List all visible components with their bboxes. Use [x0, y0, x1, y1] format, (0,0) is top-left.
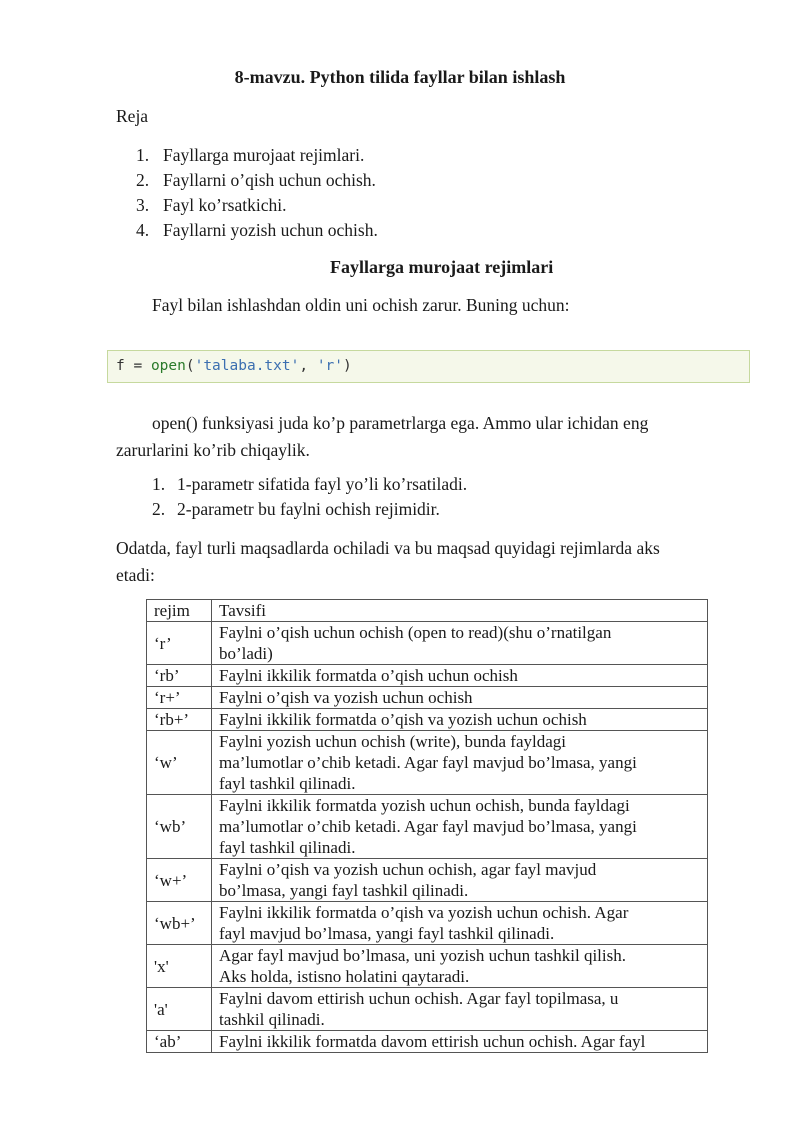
table-header-cell: rejim: [147, 600, 212, 622]
description-line: Faylni o’qish va yozish uchun ochish: [219, 688, 473, 707]
list-item: [152, 472, 467, 497]
mode-cell: 'a': [147, 988, 212, 1031]
code-operator: =: [124, 358, 151, 374]
modes-table: [146, 599, 708, 1053]
table-row: [147, 622, 708, 665]
description-line: Faylni ikkilik formatda o’qish va yozish uchun ochish: [219, 710, 587, 729]
description-line: tashkil qilinadi.: [219, 1010, 325, 1029]
description-line: Faylni o’qish uchun ochish (open to read)(shu o’rnatilgan: [219, 623, 612, 642]
mode-cell: ‘w+’: [147, 859, 212, 902]
paragraph-line: open() funksiyasi juda ko’p parametrlarga ega. Ammo ular ichidan eng: [152, 413, 649, 433]
parameter-list: [152, 472, 467, 522]
mode-cell: ‘rb’: [147, 665, 212, 687]
intro-paragraph: Fayl bilan ishlashdan oldin uni ochish zarur. Buning uchun:: [152, 295, 570, 315]
list-number: 1.: [136, 145, 150, 165]
list-number: 2.: [136, 170, 150, 190]
code-function: open: [150, 358, 186, 374]
table-row: [147, 1031, 708, 1053]
table-row: [147, 902, 708, 945]
description-cell: [212, 859, 708, 902]
table-row: [147, 709, 708, 731]
description-line: Faylni ikkilik formatda o’qish uchun ochish: [219, 666, 518, 685]
table-header-cell: Tavsifi: [212, 600, 708, 622]
code-string: 'talaba.txt': [194, 358, 300, 374]
table-row: [147, 988, 708, 1031]
description-cell: [212, 622, 708, 665]
description-line: ma’lumotlar o’chib ketadi. Agar fayl mavjud bo’lmasa, yangi: [219, 753, 637, 772]
description-cell: [212, 687, 708, 709]
plan-label: Reja: [116, 106, 149, 126]
mode-cell: ‘wb+’: [147, 902, 212, 945]
list-text: Fayllarni o’qish uchun ochish.: [163, 170, 376, 190]
mode-cell: ‘w’: [147, 731, 212, 795]
table-row: [147, 687, 708, 709]
modes-table-body: [147, 600, 708, 1053]
description-line: Faylni o’qish va yozish uchun ochish, agar fayl mavjud: [219, 860, 597, 879]
list-item: [152, 497, 467, 522]
list-number: 3.: [136, 195, 150, 215]
code-paren: ): [343, 358, 352, 374]
table-header-row: [147, 600, 708, 622]
description-cell: [212, 709, 708, 731]
modes-paragraph: [116, 535, 716, 589]
description-line: fayl tashkil qilinadi.: [219, 774, 356, 793]
description-line: Faylni yozish uchun ochish (write), bunda fayldagi: [219, 732, 567, 751]
document-title: 8-mavzu. Python tilida fayllar bilan ishlash: [234, 67, 566, 87]
description-cell: [212, 902, 708, 945]
list-text: 2-parametr bu faylni ochish rejimidir.: [177, 499, 440, 519]
list-number: 2.: [152, 499, 166, 519]
description-cell: [212, 945, 708, 988]
list-text: 1-parametr sifatida fayl yo’li ko’rsatiladi.: [177, 474, 468, 494]
description-line: fayl tashkil qilinadi.: [219, 838, 356, 857]
section-title: Fayllarga murojaat rejimlari: [330, 257, 554, 277]
list-item: [136, 218, 378, 243]
description-line: Faylni ikkilik formatda yozish uchun ochish, bunda fayldagi: [219, 796, 630, 815]
table-row: [147, 665, 708, 687]
paragraph-line: Odatda, fayl turli maqsadlarda ochiladi va bu maqsad quyidagi rejimlarda aks: [116, 538, 660, 558]
description-cell: [212, 665, 708, 687]
list-text: Fayllarga murojaat rejimlari.: [163, 145, 365, 165]
description-line: bo’ladi): [219, 644, 273, 663]
description-line: Agar fayl mavjud bo’lmasa, uni yozish uchun tashkil qilish.: [219, 946, 626, 965]
table-row: [147, 859, 708, 902]
code-paren: (: [185, 358, 195, 374]
open-function-paragraph: [116, 410, 716, 464]
description-line: ma’lumotlar o’chib ketadi. Agar fayl mavjud bo’lmasa, yangi: [219, 817, 637, 836]
list-text: Fayllarni yozish uchun ochish.: [163, 220, 378, 240]
list-item: [136, 168, 378, 193]
description-cell: [212, 1031, 708, 1053]
description-cell: [212, 795, 708, 859]
description-line: Faylni davom ettirish uchun ochish. Agar fayl topilmasa, u: [219, 989, 619, 1008]
paragraph-line: etadi:: [116, 565, 155, 585]
list-number: 4.: [136, 220, 150, 240]
description-line: Aks holda, istisno holatini qaytaradi.: [219, 967, 470, 986]
description-line: bo’lmasa, yangi fayl tashkil qilinadi.: [219, 881, 469, 900]
description-cell: [212, 988, 708, 1031]
mode-cell: 'x': [147, 945, 212, 988]
description-line: Faylni ikkilik formatda o’qish va yozish uchun ochish. Agar: [219, 903, 629, 922]
code-comma: ,: [299, 358, 317, 374]
list-item: [136, 143, 378, 168]
code-variable: f: [116, 358, 125, 374]
mode-cell: ‘ab’: [147, 1031, 212, 1053]
table-row: [147, 795, 708, 859]
mode-cell: ‘wb’: [147, 795, 212, 859]
list-item: [136, 193, 378, 218]
code-block: [107, 350, 750, 383]
paragraph-line: zarurlarini ko’rib chiqaylik.: [116, 440, 310, 460]
mode-cell: ‘r+’: [147, 687, 212, 709]
plan-list: [136, 143, 378, 243]
table-row: [147, 945, 708, 988]
list-text: Fayl ko’rsatkichi.: [163, 195, 287, 215]
code-string: 'r': [316, 358, 344, 374]
table-row: [147, 731, 708, 795]
mode-cell: ‘r’: [147, 622, 212, 665]
description-cell: [212, 731, 708, 795]
mode-cell: ‘rb+’: [147, 709, 212, 731]
list-number: 1.: [152, 474, 166, 494]
description-line: fayl mavjud bo’lmasa, yangi fayl tashkil qilinadi.: [219, 924, 555, 943]
description-line: Faylni ikkilik formatda davom ettirish uchun ochish. Agar fayl: [219, 1032, 646, 1051]
